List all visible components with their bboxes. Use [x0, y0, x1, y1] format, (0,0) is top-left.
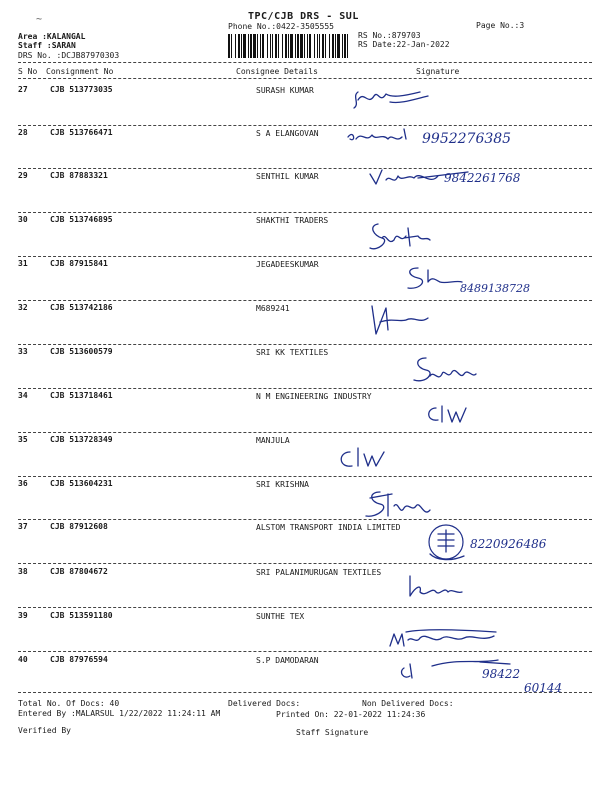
row-divider [18, 344, 592, 345]
row-consignment: CJB 513746895 [50, 215, 113, 224]
row-consignee: JEGADEESKUMAR [256, 260, 319, 269]
row-sno: 33 [18, 347, 28, 356]
row-consignee: N M ENGINEERING INDUSTRY [256, 392, 372, 401]
row-consignment: CJB 513600579 [50, 347, 113, 356]
row-consignee: MANJULA [256, 436, 290, 445]
barcode-bar [275, 34, 277, 58]
row-sno: 29 [18, 171, 28, 180]
row-sno: 38 [18, 567, 28, 576]
barcode-bar [309, 34, 311, 58]
handwritten-phone-37: 8220926486 [470, 537, 547, 551]
signature-39 [386, 626, 506, 652]
column-consignment: Consignment No [46, 67, 114, 76]
row-sno: 35 [18, 435, 28, 444]
signature-29 [368, 160, 548, 190]
row-sno: 30 [18, 215, 28, 224]
barcode-bar [285, 34, 287, 58]
barcode-bar [335, 34, 336, 58]
column-divider [18, 78, 592, 79]
column-sno: S No [18, 67, 38, 76]
barcode-bar [260, 34, 261, 58]
signature-35 [336, 446, 406, 472]
barcode-bar [304, 34, 305, 58]
row-divider [18, 212, 592, 213]
row-consignment: CJB 513718461 [50, 391, 113, 400]
barcode-bar [314, 34, 315, 58]
row-sno: 34 [18, 391, 28, 400]
row-consignment: CJB 87804672 [50, 567, 108, 576]
row-consignee: M689241 [256, 304, 290, 313]
total-docs: Total No. Of Docs: 40 [18, 699, 120, 708]
row-consignment: CJB 87915841 [50, 259, 108, 268]
barcode-bar [297, 34, 299, 58]
signature-30 [364, 218, 444, 258]
row-consignee: SRI KRISHNA [256, 480, 309, 489]
rs-date: RS Date:22-Jan-2022 [358, 40, 450, 49]
area-label: Area :KALANGAL [18, 32, 86, 41]
row-consignee: SRI PALANIMURUGAN TEXTILES [256, 568, 382, 577]
column-consignee: Consignee Details [236, 67, 318, 76]
barcode-bar [329, 34, 330, 58]
row-divider [18, 607, 592, 608]
barcode-bar [267, 34, 268, 58]
phone-number: Phone No.:0422-3505555 [228, 22, 334, 31]
footer-divider [18, 692, 592, 693]
row-sno: 31 [18, 259, 28, 268]
barcode-bar [257, 34, 258, 58]
column-signature: Signature [416, 67, 460, 76]
row-consignee: ALSTOM TRANSPORT INDIA LIMITED [256, 523, 401, 532]
barcode-bar [262, 34, 264, 58]
signature-28 [344, 125, 554, 151]
row-sno: 28 [18, 128, 28, 137]
printed-on: Printed On: 22-01-2022 11:24:36 [276, 710, 426, 719]
row-sno: 32 [18, 303, 28, 312]
row-consignee: SUNTHE TEX [256, 612, 305, 621]
barcode-bar [295, 34, 296, 58]
verified-by: Verified By [18, 726, 71, 735]
corner-mark: ~ [36, 14, 43, 25]
signature-38 [402, 572, 472, 602]
handwritten-phone-40a: 98422 [482, 667, 521, 681]
row-consignment: CJB 87976594 [50, 655, 108, 664]
barcode-bar [228, 34, 230, 58]
handwritten-phone-40b: 60144 [524, 681, 563, 695]
row-sno: 40 [18, 655, 28, 664]
row-divider [18, 256, 592, 257]
row-consignment: CJB 87883321 [50, 171, 108, 180]
barcode-bar [241, 34, 242, 58]
barcode-bar [288, 34, 289, 58]
signature-34 [424, 400, 474, 428]
non-delivered-docs: Non Delivered Docs: [362, 699, 454, 708]
handwritten-phone-29: 9842261768 [444, 171, 521, 185]
row-consignment: CJB 513591180 [50, 611, 113, 620]
barcode-bar [253, 34, 256, 58]
page-number: Page No.:3 [476, 21, 525, 30]
barcode-bar [278, 34, 279, 58]
row-consignee: S A ELANGOVAN [256, 129, 319, 138]
signature-32 [366, 300, 436, 340]
barcode-bar [248, 34, 249, 58]
signature-36 [362, 488, 442, 524]
row-consignee: SRI KK TEXTILES [256, 348, 329, 357]
barcode-bar [322, 34, 324, 58]
barcode-bar [319, 34, 320, 58]
rs-number: RS No.:879703 [358, 31, 421, 40]
signature-37 [424, 520, 600, 564]
barcode-bar [243, 34, 246, 58]
handwritten-phone-31: 8489138728 [460, 282, 530, 295]
row-consignment: CJB 513604231 [50, 479, 113, 488]
barcode-bar [231, 34, 232, 58]
barcode-bar [325, 34, 326, 58]
barcode-bar [272, 34, 273, 58]
barcode-bar [235, 34, 236, 58]
row-consignment: CJB 513773035 [50, 85, 113, 94]
handwritten-phone-28: 9952276385 [422, 131, 512, 147]
row-consignment: CJB 513742186 [50, 303, 113, 312]
row-consignee: S.P DAMODARAN [256, 656, 319, 665]
barcode-bar [342, 34, 343, 58]
barcode-bar [250, 34, 252, 58]
barcode-bar [347, 34, 348, 58]
row-sno: 37 [18, 522, 28, 531]
row-divider [18, 388, 592, 389]
entered-by: Entered By :MALARSUL 1/22/2022 11:24:11 AM [18, 709, 221, 718]
barcode-bar [307, 34, 308, 58]
row-divider [18, 432, 592, 433]
signature-33 [412, 352, 482, 388]
staff-signature: Staff Signature [296, 728, 369, 737]
row-consignment: CJB 513766471 [50, 128, 113, 137]
delivered-docs: Delivered Docs: [228, 699, 301, 708]
row-sno: 27 [18, 85, 28, 94]
row-consignee: SHAKTHI TRADERS [256, 216, 329, 225]
row-consignee: SENTHIL KUMAR [256, 172, 319, 181]
staff-label: Staff :SARAN [18, 41, 76, 50]
signature-31 [406, 262, 576, 296]
barcode-bar [344, 34, 346, 58]
row-divider [18, 300, 592, 301]
signature-27 [350, 82, 450, 114]
barcode [228, 34, 348, 58]
barcode-bar [300, 34, 303, 58]
barcode-bar [337, 34, 340, 58]
barcode-bar [270, 34, 271, 58]
row-consignment: CJB 513728349 [50, 435, 113, 444]
barcode-bar [317, 34, 318, 58]
row-consignee: SURASH KUMAR [256, 86, 314, 95]
barcode-bar [290, 34, 293, 58]
document-title: TPC/CJB DRS - SUL [248, 11, 359, 22]
barcode-bar [238, 34, 240, 58]
row-sno: 36 [18, 479, 28, 488]
barcode-bar [332, 34, 334, 58]
header-divider [18, 62, 592, 63]
drs-number: DRS No. :DCJB87970303 [18, 51, 120, 60]
barcode-bar [282, 34, 283, 58]
row-sno: 39 [18, 611, 28, 620]
row-divider [18, 476, 592, 477]
row-consignment: CJB 87912608 [50, 522, 108, 531]
